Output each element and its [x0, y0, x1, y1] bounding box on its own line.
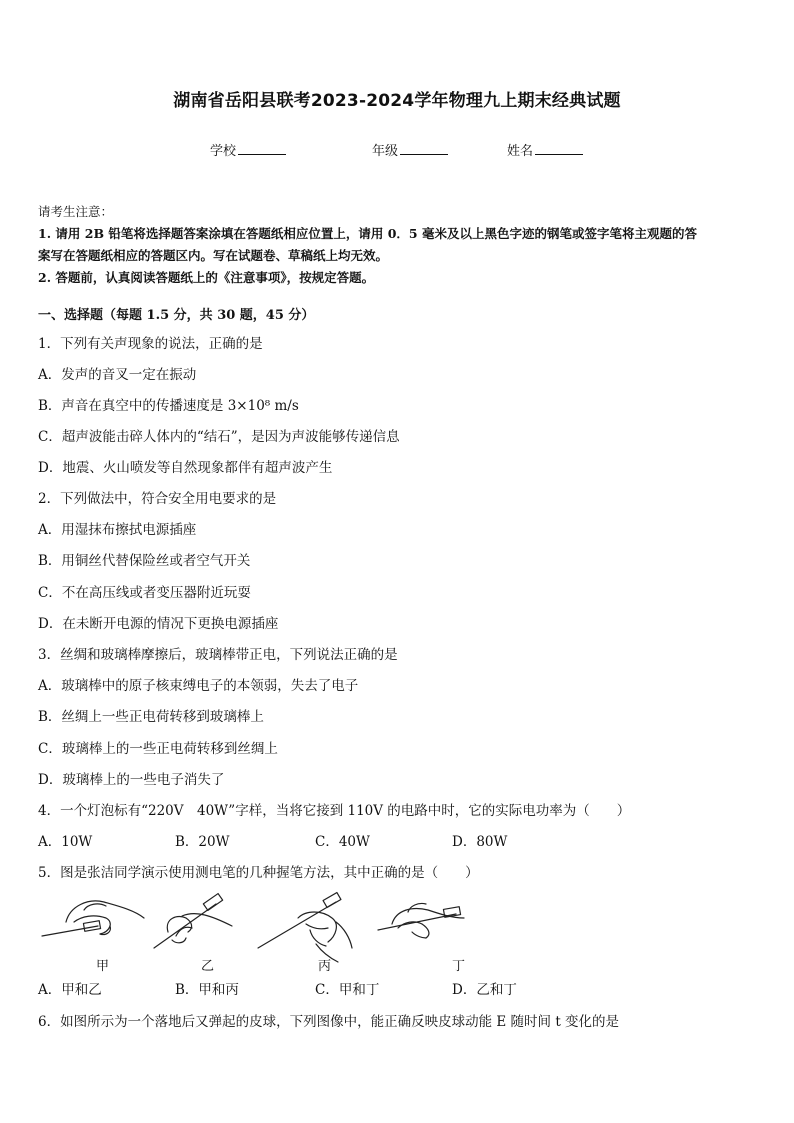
question-4-option-b[interactable]: B．20W [175, 834, 230, 850]
notes-block [38, 201, 758, 289]
question-6-stem: 6．如图所示为一个落地后又弹起的皮球，下列图像中，能正确反映皮球动能 E 随时间 t 变化的是 [38, 1014, 620, 1030]
name-label: 姓名 [507, 144, 534, 159]
page-title: 湖南省岳阳县联考2023-2024学年物理九上期末经典试题 [173, 91, 621, 111]
question-1-option-d[interactable]: D．地震、火山喷发等自然现象都伴有超声波产生 [38, 460, 333, 476]
question-5-option-d[interactable]: D．乙和丁 [452, 982, 517, 998]
question-2-stem: 2．下列做法中，符合安全用电要求的是 [38, 491, 277, 507]
question-1-stem: 1．下列有关声现象的说法，正确的是 [38, 336, 263, 352]
pen-grip-ding-figure [378, 903, 464, 938]
question-2-option-a[interactable]: A．用湿抹布擦拭电源插座 [38, 522, 197, 538]
figure-label-jia: 甲 [96, 959, 110, 974]
note-2: 2. 答题前，认真阅读答题纸上的《注意事项》，按规定答题。 [38, 270, 375, 285]
question-3-option-d[interactable]: D．玻璃棒上的一些电子消失了 [38, 772, 225, 788]
question-2-option-c[interactable]: C．不在高压线或者变压器附近玩耍 [38, 585, 251, 601]
question-3-option-a[interactable]: A．玻璃棒中的原子核束缚电子的本领弱，失去了电子 [38, 678, 359, 694]
name-field [507, 140, 583, 159]
figure-label-ding: 丁 [452, 959, 466, 974]
question-3-option-b[interactable]: B．丝绸上一些正电荷转移到玻璃棒上 [38, 709, 264, 725]
question-4-option-d[interactable]: D．80W [452, 834, 508, 850]
question-5-option-c[interactable]: C．甲和丁 [315, 982, 380, 998]
pen-grip-yi-figure [154, 894, 232, 948]
question-4-option-a[interactable]: A．10W [38, 834, 93, 850]
section-heading: 一、选择题（每题 1.5 分，共 30 题，45 分） [38, 308, 315, 323]
question-3-stem: 3．丝绸和玻璃棒摩擦后，玻璃棒带正电，下列说法正确的是 [38, 647, 398, 663]
question-1-option-b[interactable]: B．声音在真空中的传播速度是 3×10⁸ m/s [38, 398, 299, 414]
grade-blank[interactable] [400, 141, 448, 155]
school-field [210, 140, 286, 159]
grade-field [372, 140, 448, 159]
question-2-option-b[interactable]: B．用铜丝代替保险丝或者空气开关 [38, 553, 251, 569]
pen-grip-jia-figure [42, 901, 144, 936]
question-2-option-d[interactable]: D．在未断开电源的情况下更换电源插座 [38, 616, 279, 632]
question-1-option-a[interactable]: A．发声的音叉一定在振动 [38, 367, 197, 383]
question-4-stem: 4．一个灯泡标有“220V 40W”字样，当将它接到 110V 的电路中时，它的实际电功率为（ ） [38, 803, 631, 819]
question-5-option-b[interactable]: B．甲和丙 [175, 982, 239, 998]
question-5-stem: 5．图是张洁同学演示使用测电笔的几种握笔方法，其中正确的是（ ） [38, 865, 479, 881]
name-blank[interactable] [535, 141, 583, 155]
school-blank[interactable] [238, 141, 286, 155]
question-5-option-a[interactable]: A．甲和乙 [38, 982, 102, 998]
question-3-option-c[interactable]: C．玻璃棒上的一些正电荷转移到丝绸上 [38, 741, 278, 757]
note-1a: 1. 请用 2B 铅笔将选择题答案涂填在答题纸相应位置上，请用 0．5 毫米及以上黑色字迹的钢笔或签字笔将主观题的答 [38, 226, 697, 241]
school-label: 学校 [210, 144, 237, 159]
notes-heading: 请考生注意： [38, 204, 114, 219]
question-4-option-c[interactable]: C．40W [315, 834, 370, 850]
grade-label: 年级 [372, 144, 399, 159]
figure-label-bing: 丙 [318, 959, 332, 974]
question-1-option-c[interactable]: C．超声波能击碎人体内的“结石”，是因为声波能够传递信息 [38, 429, 400, 445]
note-1b: 案写在答题纸相应的答题区内。写在试题卷、草稿纸上均无效。 [38, 248, 389, 263]
pen-grip-bing-figure [258, 893, 352, 962]
figure-label-yi: 乙 [201, 959, 215, 974]
student-info-row [0, 140, 794, 160]
